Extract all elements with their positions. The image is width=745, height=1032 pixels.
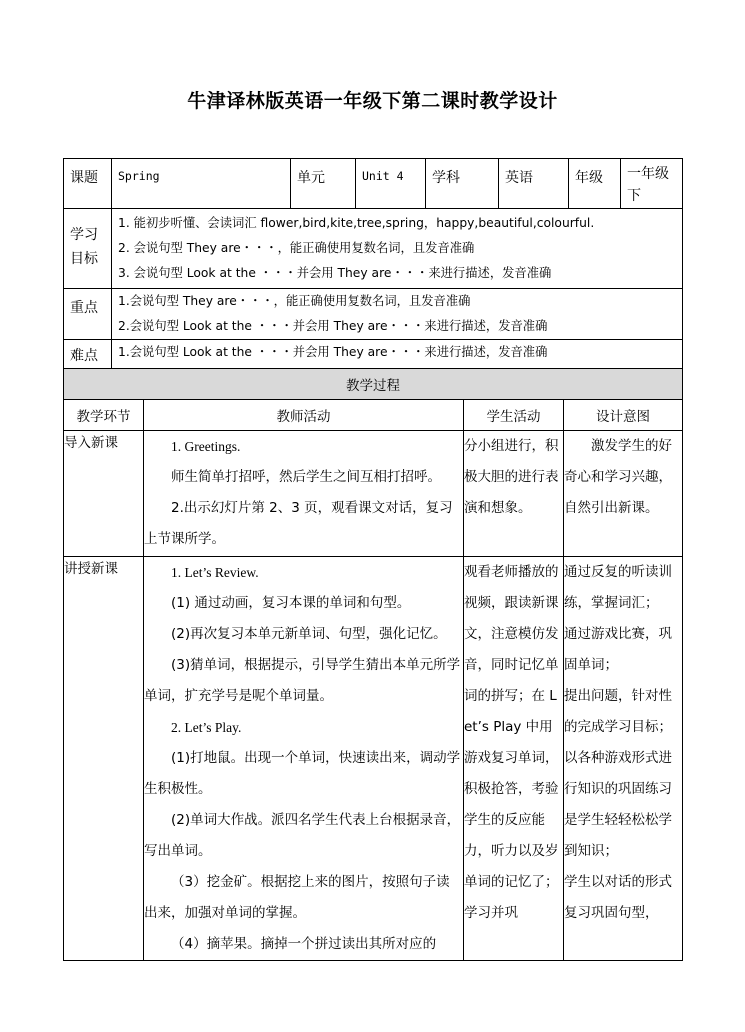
teach-teacher-line-3: (2)再次复习本单元新单词、句型，强化记忆。 [171,626,447,642]
intro-student: 分小组进行，积极大胆的进行表演和想象。 [464,431,564,557]
key-point-1: 1.会说句型 They are・・・，能正确使用复数名词，且发音准确 [118,294,471,308]
process-banner: 教学过程 [64,369,683,400]
teach-intent-4: 以各种游戏形式进行知识的巩固练习是学生轻轻松松学到知识； [564,750,672,859]
difficulty-label: 难点 [64,340,112,370]
teach-teacher-line-2: (1) 通过动画，复习本课的单词和句型。 [171,595,411,611]
objectives-cell [112,209,683,289]
teach-intent-cell [564,557,683,961]
teaching-process-table [63,368,683,961]
teach-teacher-line-7: (2)单词大作战。派四名学生代表上台根据录音，写出单词。 [144,812,461,859]
objective-1: 1. 能初步听懂、会读词汇 flower,bird,kite,tree,spring，happy,beautiful,colourful. [118,216,595,230]
intro-teacher-line-2: 师生简单打招呼，然后学生之间互相打招呼。 [171,469,441,485]
difficulty-point-1: 1.会说句型 Look at the ・・・并会用 They are・・・来进行描述，发音准确 [118,345,548,359]
key-point-2: 2.会说句型 Look at the ・・・并会用 They are・・・来进行描述，发音准确 [118,319,548,333]
header-student: 学生活动 [464,400,564,431]
header-teacher: 教师活动 [144,400,464,431]
teach-teacher-line-6: (1)打地鼠。出现一个单词，快速读出来，调动学生积极性。 [144,750,461,797]
intro-teacher-line-1: 1. Greetings. [171,439,241,454]
document-title: 牛津译林版英语一年级下第二课时教学设计 [187,90,558,112]
teach-intent-3: 提出问题，针对性的完成学习目标； [564,688,672,735]
header-intent: 设计意图 [564,400,683,431]
key-points-label: 重点 [64,289,112,340]
difficulty-cell [112,340,683,370]
teach-intent-1: 通过反复的听读训练，掌握词汇； [564,564,672,611]
teach-teacher-line-9: （4）摘苹果。摘掉一个拼过读出其所对应的 [171,936,437,952]
lesson-info-table [63,158,683,370]
subject-value: 英语 [499,159,569,209]
teach-teacher-line-5: 2. Let’s Play. [171,720,242,735]
grade-label: 年级 [569,159,621,209]
subject-label: 学科 [426,159,499,209]
teach-teacher-cell [144,557,464,961]
intro-intent: 激发学生的好奇心和学习兴趣，自然引出新课。 [564,431,683,557]
objectives-label: 学习目标 [64,209,112,289]
intro-teacher-line-3: 2.出示幻灯片第 2、3 页，观看课文对话，复习上节课所学。 [144,500,453,547]
teach-teacher-line-4: (3)猜单词，根据提示，引导学生猜出本单元所学单词，扩充学号是呢个单词量。 [144,657,461,704]
unit-value: Unit 4 [356,159,426,209]
objective-3: 3. 会说句型 Look at the ・・・并会用 They are・・・来进行描述，发音准确 [118,266,552,280]
intro-teacher-cell [144,431,464,557]
intro-stage: 导入新课 [64,431,144,557]
teach-teacher-line-8: （3）挖金矿。根据挖上来的图片，按照句子读出来，加强对单词的掌握。 [144,874,450,921]
header-stage: 教学环节 [64,400,144,431]
teach-intent-5: 学生以对话的形式复习巩固句型， [564,874,672,921]
objective-2: 2. 会说句型 They are・・・，能正确使用复数名词，且发音准确 [118,241,475,255]
teach-teacher-line-1: 1. Let’s Review. [171,565,259,580]
grade-value: 一年级下 [621,159,683,209]
unit-label: 单元 [291,159,356,209]
key-points-cell [112,289,683,340]
teach-stage: 讲授新课 [64,557,144,961]
topic-value: Spring [112,159,291,209]
teach-intent-2: 通过游戏比赛，巩固单词； [564,626,672,673]
topic-label: 课题 [64,159,112,209]
teach-student: 观看老师播放的视频，跟读新课文，注意模仿发音，同时记忆单词的拼写；在 Let’s Play 中用游戏复习单词，积极抢答，考验学生的反应能力，听力以及岁单词的记忆了；学习并巩 [464,557,564,961]
